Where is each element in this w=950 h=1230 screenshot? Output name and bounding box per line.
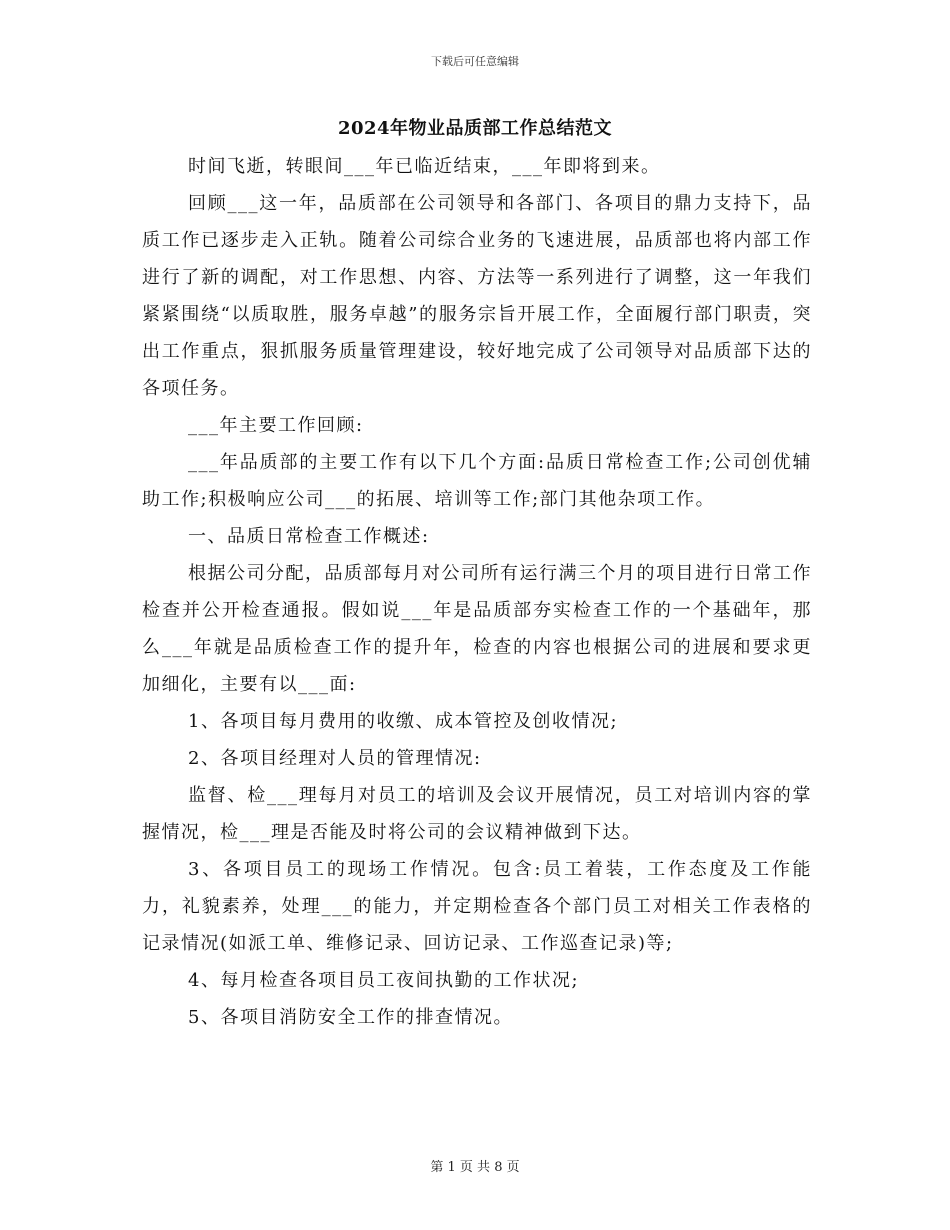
paragraph-main-work: ___年品质部的主要工作有以下几个方面:品质日常检查工作;公司创优辅助工作;积极响应公司___的拓展、培训等工作;部门其他杂项工作。 xyxy=(142,452,812,510)
paragraph-inspection-overview: 根据公司分配，品质部每月对公司所有运行满三个月的项目进行日常工作检查并公开检查通报。假如说___年是品质部夯实检查工作的一个基础年，那么___年就是品质检查工作的提升年，检查的内容也根据公司的进展和要求更加细化，主要有以___面: xyxy=(142,563,812,695)
list-item-1: 1、各项目每月费用的收缴、成本管控及创收情况; xyxy=(188,711,619,732)
section-heading-daily-inspection: 一、品质日常检查工作概述: xyxy=(188,526,430,547)
header-note: 下载后可任意编辑 xyxy=(431,55,519,68)
list-item-4: 4、每月检查各项目员工夜间执勤的工作状况; xyxy=(188,970,580,991)
list-item-3: 3、各项目员工的现场工作情况。包含:员工着装，工作态度及工作能力，礼貌素养，处理___的能力，并定期检查各个部门员工对相关工作表格的记录情况(如派工单、维修记录、回访记录、工作巡查记录)等; xyxy=(142,859,812,954)
paragraph-main-work-heading: ___年主要工作回顾: xyxy=(188,415,364,436)
paragraph-supervision: 监督、检___理每月对员工的培训及会议开展情况，员工对培训内容的掌握情况，检___理是否能及时将公司的会议精神做到下达。 xyxy=(142,785,812,843)
list-item-2: 2、各项目经理对人员的管理情况: xyxy=(188,748,482,769)
paragraph-intro: 时间飞逝，转眼间___年已临近结束，___年即将到来。 xyxy=(188,156,661,177)
list-item-5: 5、各项目消防安全工作的排查情况。 xyxy=(188,1007,513,1028)
page-footer: 第 1 页 共 8 页 xyxy=(430,1160,520,1175)
document-body xyxy=(142,148,812,1036)
document-title: 2024年物业品质部工作总结范文 xyxy=(337,118,613,139)
paragraph-review: 回顾___这一年，品质部在公司领导和各部门、各项目的鼎力支持下，品质工作已逐步走入正轨。随着公司综合业务的飞速进展，品质部也将内部工作进行了新的调配，对工作思想、内容、方法等一系列进行了调整，这一年我们紧紧围绕“以质取胜，服务卓越”的服务宗旨开展工作，全面履行部门职责，突出工作重点，狠抓服务质量管理建设，较好地完成了公司领导对品质部下达的各项任务。 xyxy=(142,193,812,399)
